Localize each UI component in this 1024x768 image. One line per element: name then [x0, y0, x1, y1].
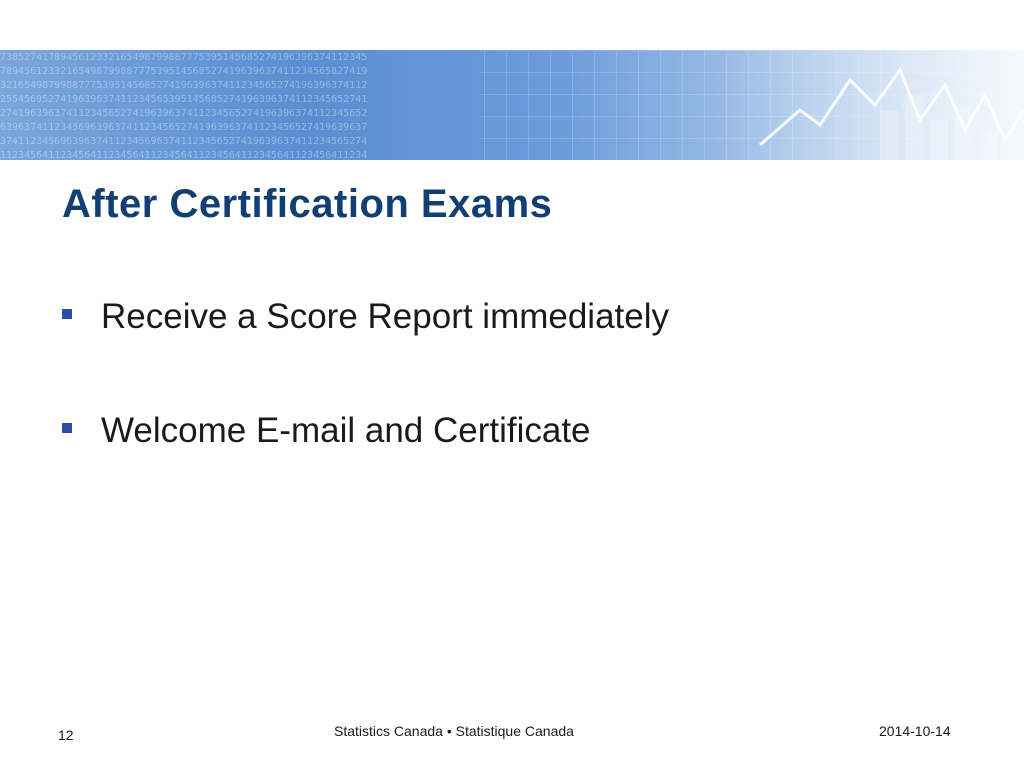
svg-text:789456123321654987998877753951: 7894561233216549879988777539514568527419639637411234565827419 — [0, 66, 368, 77]
header-banner-image — [0, 50, 1024, 160]
banner-graphic — [0, 50, 1024, 160]
svg-text:255456952741963963741123456539: 2554569527419639637411234565395145685274196396374112345652741 — [0, 94, 368, 105]
bullet-text: Welcome E-mail and Certificate — [101, 411, 591, 450]
bullet-text: Receive a Score Report immediately — [101, 297, 670, 336]
footer-organization: Statistics Canada • Statistique Canada — [334, 723, 574, 739]
square-bullet-icon — [62, 309, 72, 319]
bullet-list — [62, 292, 669, 520]
svg-text:738527417894561233216549879988: 7385274178945612332165498799887775395145685274196396374112345 — [0, 52, 368, 63]
svg-text:112345641123456411234564112345: 1123456411234564112345641123456411234564112345641123456411234 — [0, 150, 368, 160]
footer-date: 2014-10-14 — [879, 723, 951, 739]
page-number: 12 — [58, 727, 74, 743]
svg-text:374112345696396374112345696374: 3741123456963963741123456963741123456527419639637411234565274 — [0, 136, 368, 147]
svg-text:274196396374112345652741963963: 2741963963741123456527419639637411234565274196396374112345652 — [0, 108, 368, 119]
bullet-item — [62, 292, 669, 342]
slide-title: After Certification Exams — [62, 182, 553, 226]
svg-text:321654987998877753951456852741: 3216549879988777539514568527419639637411234565274196396374112 — [0, 80, 368, 91]
svg-text:639637411234569639637411234565: 6396374112345696396374112345652741963963741123456527419639637 — [0, 122, 368, 133]
bullet-item — [62, 406, 669, 456]
square-bullet-icon — [62, 423, 72, 433]
